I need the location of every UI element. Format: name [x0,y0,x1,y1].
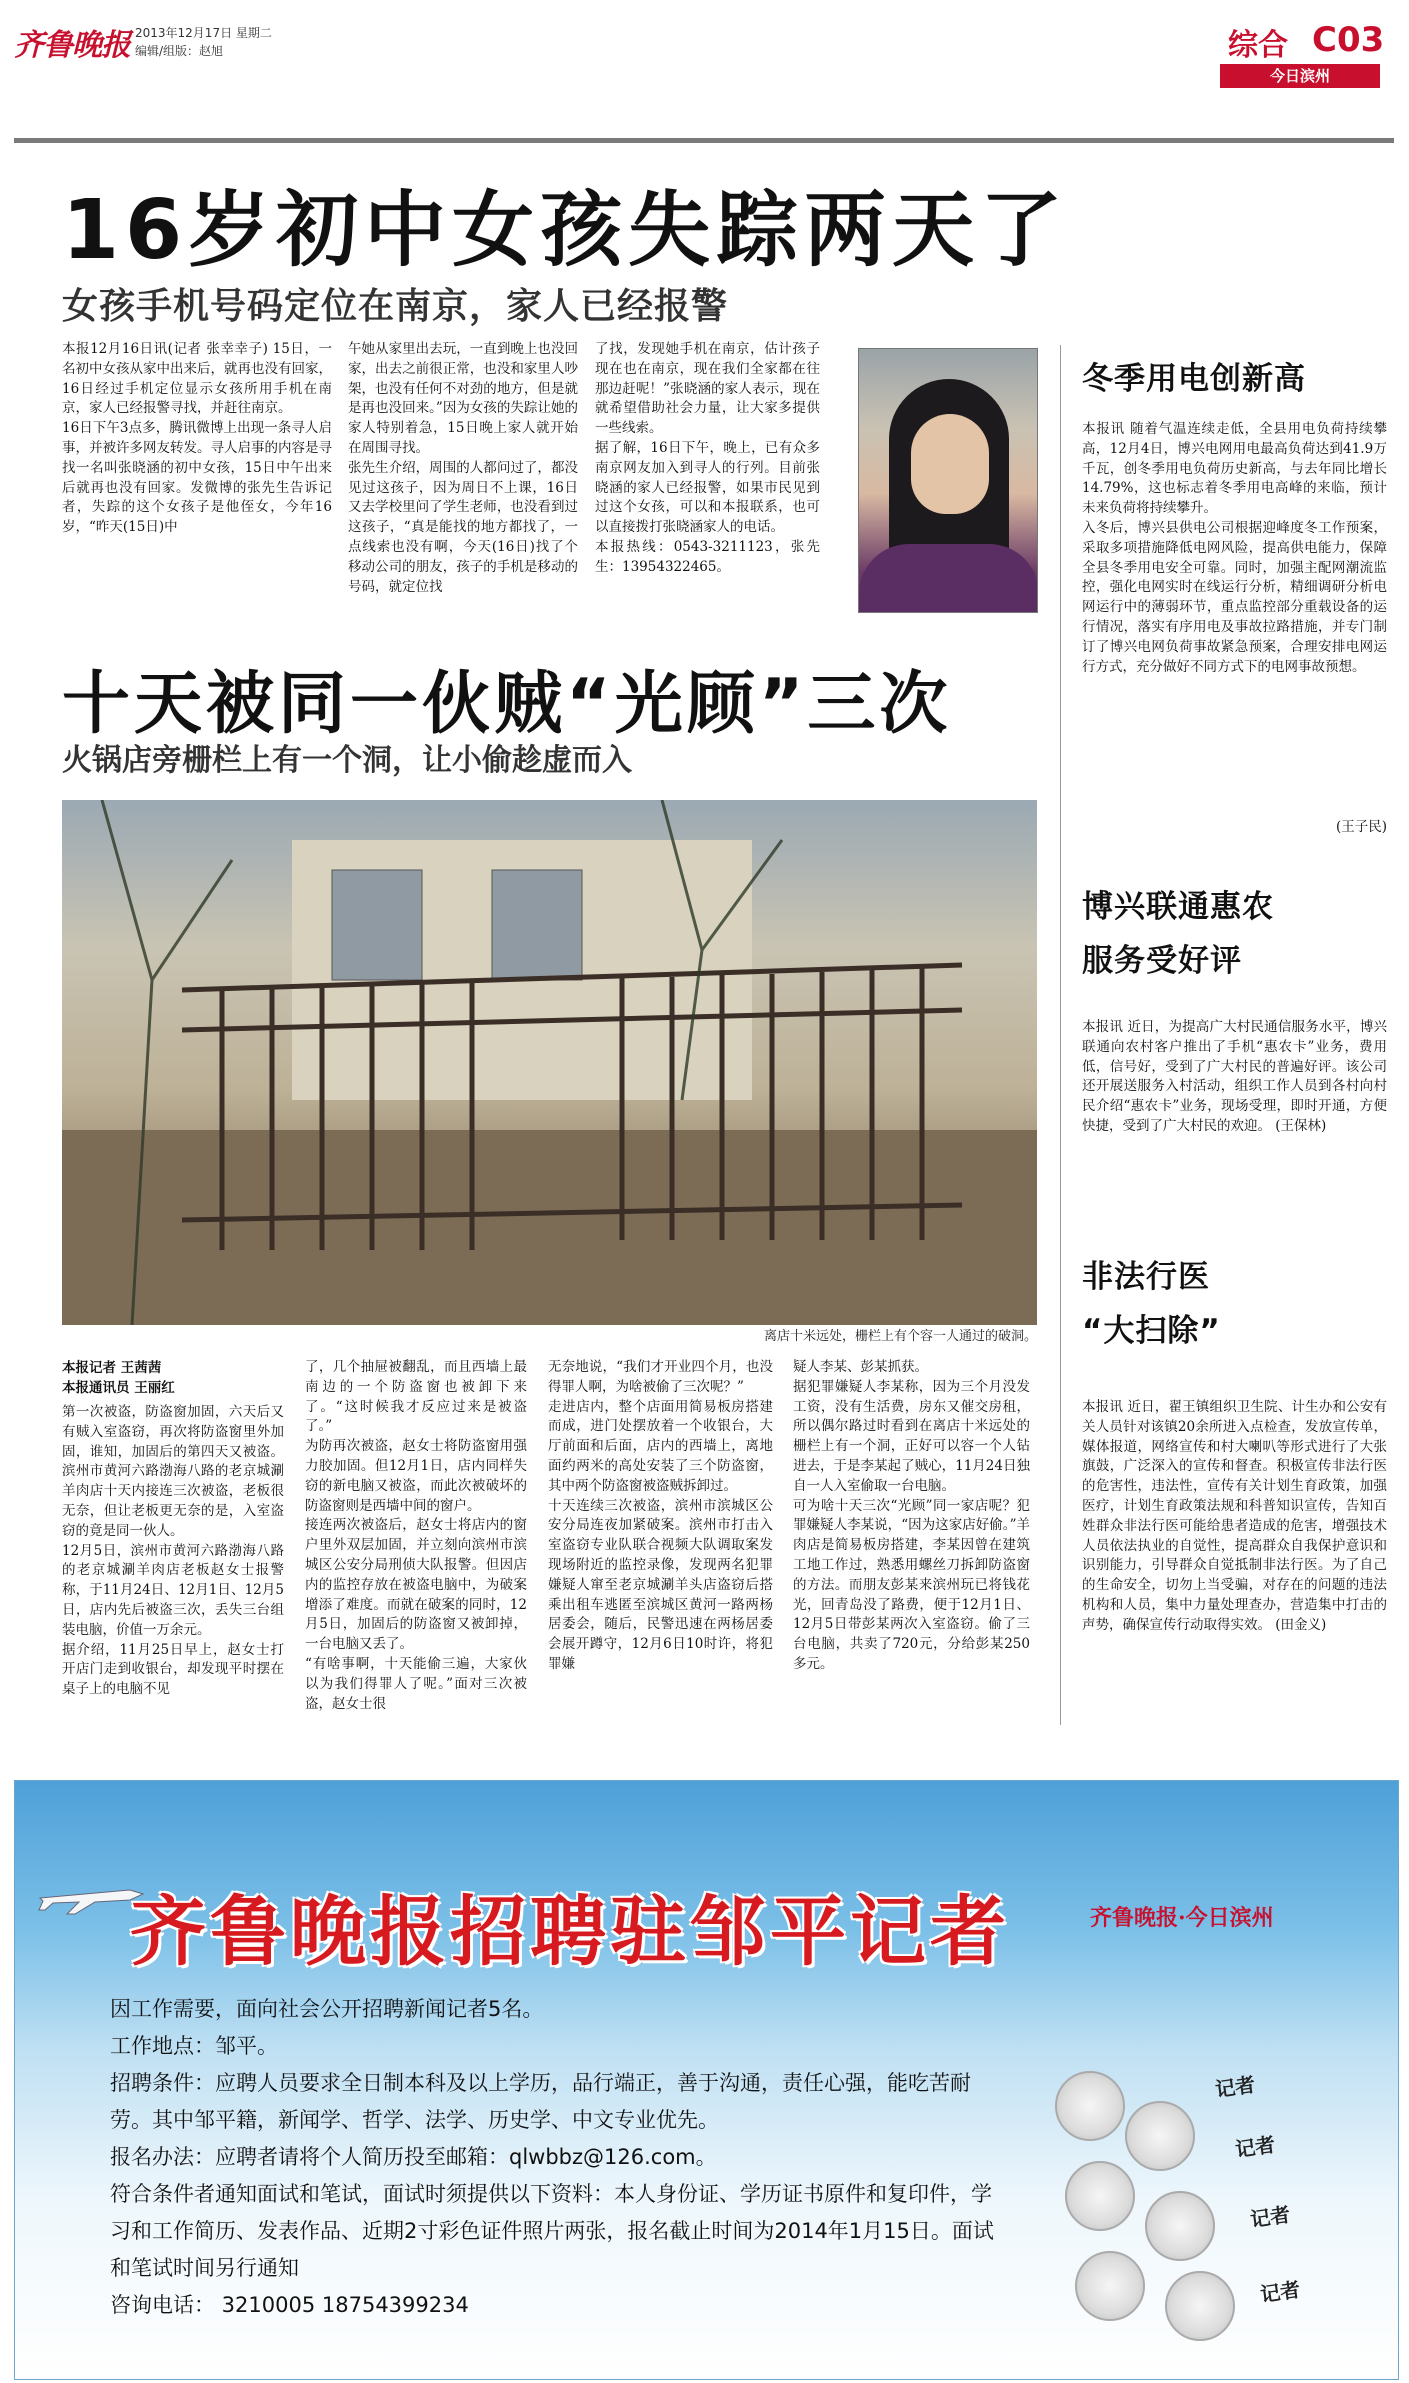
scroll-roll [1065,2161,1135,2231]
ad-line: 符合条件者通知面试和笔试，面试时须提供以下资料：本人身份证、学历证书原件和复印件，学习和工作简历、发表作品、近期2寸彩色证件照片两张，报名截止时间为2014年1月15日。面试和笔试时间另行通知 [110,2182,994,2280]
sidebar-story1-body: 本报讯 随着气温连续走低，全县用电负荷持续攀高，12月4日，博兴电网用电最高负荷达到41.9万千瓦，创冬季用电负荷历史新高，与去年同比增长14.79%，这也标志着冬季用电高峰的来临，预计未来负荷将持续攀升。 入冬后，博兴县供电公司根据迎峰度冬工作预案，采取多项措施降低电网风险，提高供电能力，保障全县冬季用电安全可靠。同时，加强主配网潮流监控，强化电网实时在线运行分析，精细调研分析电网运行中的薄弱环节，重点监控部分重载设备的运行情况，落实有序用电及事故拉路措施，并专门制订了博兴电网负荷事故紧急预案，合理安排电网运行方式，充分做好不同方式下的电网事故预想。 [1082,421,1387,675]
window-left [332,870,422,980]
story2-column-4: 疑人李某、彭某抓获。 据犯罪嫌疑人李某称，因为三个月没发工资，没有生活费，房东又催交房租，所以偶尔路过时看到在离店十米远处的栅栏上有一个洞，正好可以容一个人钻进去，于是李某起了贼心，11月24日独自一人入室偷取一台电脑。 可为啥十天三次“光顾”同一家店呢？犯罪嫌疑人李某说，“因为这家店好偷。”羊肉店是简易板房搭建，李某因曾在建筑工地工作过，熟悉用螺丝刀拆卸防盗窗的方法。而朋友彭某来滨州玩已将钱花光，回青岛没了路费，便于12月1日、12月5日带彭某两次入室盗窃。偷了三台电脑，共卖了720元，分给彭某250多元。 [793,1359,1030,1672]
scroll-roll [1055,2071,1125,2141]
fence-illustration [62,800,1037,1325]
airplane-icon [35,1876,145,1916]
story1-column-1: 本报12月16日讯(记者 张幸幸子) 15日，一名初中女孩从家中出来后，就再也没有回家，16日经过手机定位显示女孩所用手机在南京，家人已经报警寻找，并赶往南京。 16日下午3点多，腾讯微博上出现一条寻人启事，并被许多网友转发。寻人启事的内容是寻找一名叫张晓涵的初中女孩，15日中午出来后就再也没有回家。发微博的张先生告诉记者，失踪的这个女孩子是他侄女，今年16岁，“昨天(15日)中 [62,341,332,536]
photo-face [911,414,989,514]
sidebar-story3-headline: 非法行医 “大扫除” [1082,1259,1221,1349]
scroll-label: 记者 [1248,2202,1292,2232]
scroll-label: 记者 [1213,2072,1257,2102]
scroll-roll [1125,2101,1195,2171]
missing-girl-photo [858,348,1038,613]
fence-photo [62,800,1037,1325]
story1-headline: 16岁初中女孩失踪两天了 [62,183,1069,278]
issue-date: 2013年12月17日 星期二 [135,26,272,40]
sidebar-story2-body: 本报讯 近日，为提高广大村民通信服务水平，博兴联通向农村客户推出了手机“惠农卡”业务，费用低，信号好，受到了广大村民的普遍好评。该公司还开展送服务入村活动，组织工作人员到各村向村民介绍“惠农卡”业务，现场受理，即时开通，方便快捷，受到了广大村民的欢迎。 (王保林) [1082,1019,1387,1134]
ad-line: 工作地点：邹平。 [110,2034,278,2058]
ad-brand: 齐鲁晚报·今日滨州 [1090,1905,1274,1931]
ground [62,1130,1037,1325]
ad-title: 齐鲁晚报招聘驻邹平记者 [130,1887,1010,1976]
sidebar-story1-author: (王子民) [1335,819,1387,835]
page-number: C03 [1312,20,1385,60]
editor-credit: 编辑/组版：赵旭 [135,44,224,58]
header-rule [14,138,1394,143]
scroll-roll [1145,2191,1215,2261]
window-right [492,870,582,980]
story2-subhead: 火锅店旁栅栏上有一个洞，让小偷趁虚而入 [62,743,632,778]
ad-body [110,1991,1010,2324]
newspaper-scrolls-graphic [1035,2061,1335,2351]
story1-subhead: 女孩手机号码定位在南京，家人已经报警 [62,286,729,327]
section-label [1200,20,1390,88]
story2-column-2: 了，几个抽屉被翻乱，而且西墙上最南边的一个防盗窗也被卸下来了。“这时候我才反应过来是被盗了。” 为防再次被盗，赵女士将防盗窗用强力胶加固。但12月1日，店内同样失窃的新电脑又被盗，而此次被破坏的防盗窗则是西墙中间的窗户。 接连两次被盗后，赵女士将店内的窗户里外双层加固，并立刻向滨州市滨城区公安分局刑侦大队报警。但因店内的监控存放在被盗电脑中，为破案增添了难度。而就在破案的同时，12月5日，加固后的防盗窗又被卸掉，一台电脑又丢了。 “有啥事啊，十天能偷三遍，大家伙以为我们得罪人了呢。”面对三次被盗，赵女士很 [305,1359,527,1712]
ad-line: 因工作需要，面向社会公开招聘新闻记者5名。 [110,1997,544,2021]
photo-caption: 离店十米远处，栅栏上有个容一人通过的破洞。 [763,1329,1037,1344]
scroll-roll [1075,2251,1145,2321]
sidebar-story3-body: 本报讯 近日，翟王镇组织卫生院、计生办和公安有关人员针对该镇20余所进入点检查，发放宣传单，媒体报道，网络宣传和村大喇叭等形式进行了大张旗鼓，广泛深入的宣传和督查。积极宣传非法行医的危害性，违法性，宣传有关计划生育政策，加强医疗，计划生育政策法规和科普知识宣传，告知百姓群众非法行医可能给患者造成的危害，增强技术人员依法执业的自觉性，提高群众自我保护意识和识别能力，引导群众自觉抵制非法行医。为了自己的生命安全，切勿上当受骗，对存在的问题的违法机构和人员，集中力量处理查办，营造集中打击的声势，确保宣传行动取得实效。 (田金义) [1082,1399,1387,1633]
column-divider [1060,345,1061,1725]
newspaper-logo: 齐鲁晚报 [14,28,130,63]
recruitment-ad [14,1780,1399,2380]
scroll-label: 记者 [1258,2277,1302,2307]
story2-column-3: 无奈地说，“我们才开业四个月，也没得罪人啊，为啥被偷了三次呢？” 走进店内，整个店面用简易板房搭建而成，进门处摆放着一个收银台，大厅前面和后面，店内的西墙上，离地面约两米的高处安装了三个防盗窗，其中两个防盗窗被盗贼拆卸过。 十天连续三次被盗，滨州市滨城区公安分局连夜加紧破案。滨州市打击入室盗窃专业队联合视频大队调取案发现场附近的监控录像，发现两名犯罪嫌疑人窜至老京城涮羊头店盗窃后搭乘出租车逃匿至滨城区黄河一路两杨居委会，随后，民警迅速在两杨居委会展开蹲守，12月6日10时许，将犯罪嫌 [548,1359,773,1672]
story2-headline: 十天被同一伙贼“光顾”三次 [62,665,952,744]
story2-byline: 本报记者 王茜茜 本报通讯员 王丽红 [62,1360,175,1396]
ad-line: 报名办法：应聘者请将个人简历投至邮箱：qlwbbz@126.com。 [110,2145,717,2169]
ad-phone-line: 咨询电话： 3210005 18754399234 [110,2293,469,2317]
story1-column-2: 午她从家里出去玩，一直到晚上也没回家，出去之前很正常，也没和家里人吵架，也没有任何不对劲的地方，但是就是再也没回来。”因为女孩的失踪让她的家人特别着急，15日晚上家人就开始在周围寻找。 张先生介绍，周围的人都问过了，都没见过这孩子，因为周日不上课，16日又去学校里问了学生老师，也没看到过这孩子，“真是能找的地方都找了，一点线索也没有啊，今天(16日)找了个移动公司的朋友，孩子的手机是移动的号码，就定位找 [348,341,578,595]
story2-column-1: 第一次被盗，防盗窗加固，六天后又有贼入室盗窃，再次将防盗窗里外加固，谁知，加固后的第四天又被盗。滨州市黄河六路渤海八路的老京城涮羊肉店十天内接连三次被盗，老板很无奈，但让老板更无奈的是，入室盗窃的竟是同一伙人。 12月5日，滨州市黄河六路渤海八路的老京城涮羊肉店老板赵女士报警称，于11月24日、12月1日、12月5日，店内先后被盗三次，丢失三台组装电脑，价值一万余元。 据介绍，11月25日早上，赵女士打开店门走到收银台，却发现平时摆在桌子上的电脑不见 [62,1404,284,1698]
sidebar-story2-headline: 博兴联通惠农 服务受好评 [1082,889,1274,979]
ad-line: 招聘条件：应聘人员要求全日制本科及以上学历，品行端正，善于沟通，责任心强，能吃苦耐劳。其中邹平籍，新闻学、哲学、法学、历史学、中文专业优先。 [110,2071,971,2132]
scroll-roll [1165,2271,1235,2341]
scroll-label: 记者 [1233,2132,1277,2162]
section-name: 综合 [1228,28,1288,63]
photo-shirt [859,544,1038,613]
story1-column-3: 了找，发现她手机在南京，估计孩子现在也在南京，现在我们全家都在往那边赶呢！”张晓涵的家人表示，现在就希望借助社会力量，让大家多提供一些线索。 据了解，16日下午，晚上，已有众多南京网友加入到寻人的行列。目前张晓涵的家人已经报警，如果市民见到过这个女孩，可以和本报联系，也可以直接拨打张晓涵家人的电话。 本报热线：0543-3211123，张先生：13954322465。 [595,341,820,575]
section-subtitle: 今日滨州 [1220,64,1380,88]
sidebar-story1-headline: 冬季用电创新高 [1082,361,1306,397]
